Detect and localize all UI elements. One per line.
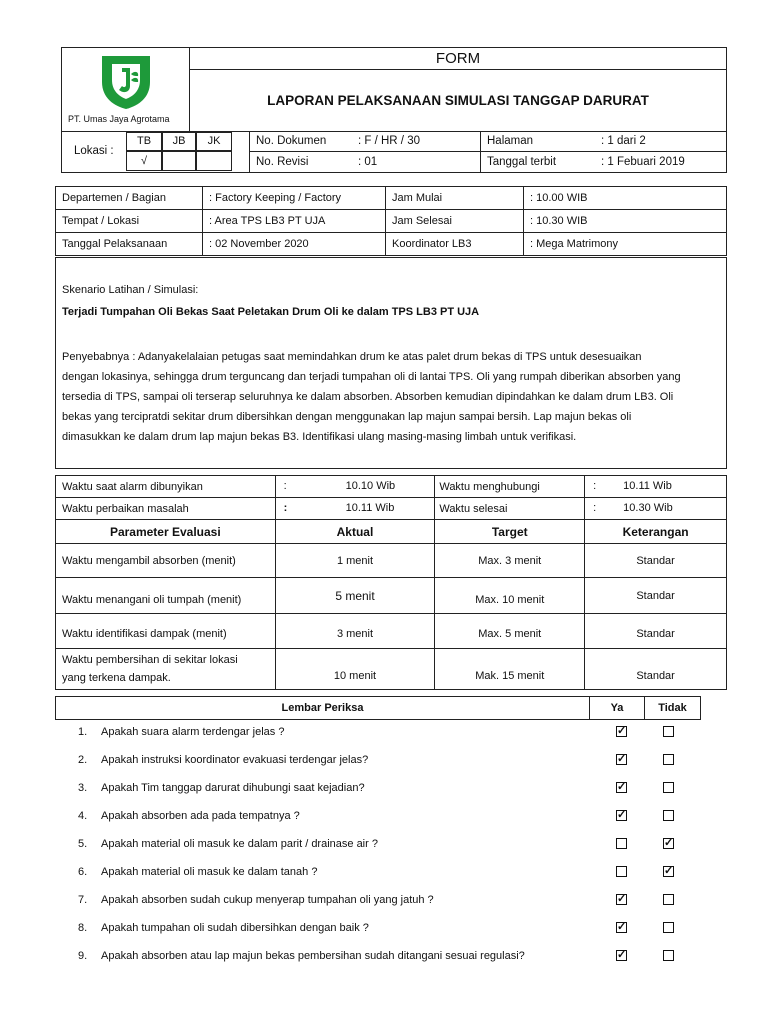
lokasi-option-jb: JB [162, 132, 196, 151]
no-revisi-cell [250, 152, 481, 172]
doc-meta [249, 132, 726, 172]
departemen-value: : Factory Keeping / Factory [203, 187, 386, 210]
hubungi-cell [585, 476, 727, 498]
evaluation-row [56, 614, 727, 649]
tanggal-label: Tanggal Pelaksanaan [56, 233, 203, 256]
no-revisi-label: No. Revisi [256, 156, 309, 168]
header-parameter: Parameter Evaluasi [56, 520, 276, 544]
perbaikan-colon: : [283, 502, 288, 514]
checkbox-tidak[interactable] [663, 754, 674, 765]
jam-mulai-label: Jam Mulai [386, 187, 524, 210]
checkbox-ya[interactable]: ✓ [617, 893, 627, 905]
eval-aktual: 5 menit [275, 578, 435, 614]
checkbox-ya[interactable]: ✓ [617, 781, 627, 793]
form-header [61, 47, 727, 173]
checkbox-tidak[interactable] [663, 950, 674, 961]
eval-target: Mak. 15 menit [435, 649, 585, 690]
alarm-label: Waktu saat alarm dibunyikan [56, 476, 276, 498]
eval-param-line: yang terkena dampak. [62, 672, 171, 684]
checklist-question: Apakah absorben ada pada tempatnya ? [101, 810, 300, 822]
eval-param [56, 649, 276, 690]
checklist-item [0, 864, 768, 884]
checkbox-ya[interactable] [616, 838, 627, 849]
company-logo-icon [98, 52, 154, 110]
checkbox-tidak[interactable] [663, 810, 674, 821]
checklist-item [0, 948, 768, 968]
scenario-title: Terjadi Tumpahan Oli Bekas Saat Peletakan Drum Oli ke dalam TPS LB3 PT UJA [62, 306, 480, 318]
koordinator-value: : Mega Matrimony [524, 233, 727, 256]
checklist-item [0, 920, 768, 940]
eval-keterangan: Standar [585, 649, 727, 690]
checklist-title: Lembar Periksa [56, 697, 590, 720]
checklist-number: 1. [78, 726, 88, 738]
checklist-question: Apakah suara alarm terdengar jelas ? [101, 726, 285, 738]
cause-line: tersedia di TPS, sampai oli terserap seluruhnya ke dalam absorben. Absorben kemudian dipindahkan ke dalam drum LB3. Oli [62, 391, 674, 403]
selesai-colon: : [593, 502, 597, 514]
eval-aktual: 10 menit [275, 649, 435, 690]
checklist-question: Apakah material oli masuk ke dalam tanah ? [101, 866, 318, 878]
eval-keterangan: Standar [585, 578, 727, 614]
tempat-value: : Area TPS LB3 PT UJA [203, 210, 386, 233]
evaluation-row [56, 649, 727, 690]
info-row [56, 233, 727, 256]
cause-line: Penyebabnya : Adanyakelalaian petugas saat memindahkan drum ke atas palet drum bekas di TPS untuk desesuaikan [62, 351, 642, 363]
eval-target: Max. 3 menit [435, 544, 585, 578]
alarm-value: 10.10 Wib [345, 480, 396, 492]
report-title: LAPORAN PELAKSANAAN SIMULASI TANGGAP DARURAT [267, 93, 649, 108]
halaman-label: Halaman [487, 135, 534, 147]
selesai-cell [585, 498, 727, 520]
tanggal-value: : 02 November 2020 [203, 233, 386, 256]
lokasi-check-jb [162, 151, 196, 171]
evaluation-row [56, 544, 727, 578]
eval-keterangan: Standar [585, 544, 727, 578]
checkbox-tidak[interactable] [663, 782, 674, 793]
tempat-label: Tempat / Lokasi [56, 210, 203, 233]
evaluation-header-row [56, 520, 727, 544]
departemen-label: Departemen / Bagian [56, 187, 203, 210]
checklist-ya-header: Ya [590, 697, 645, 720]
checklist-question: Apakah absorben sudah cukup menyerap tumpahan oli yang jatuh ? [101, 894, 434, 906]
checkbox-tidak[interactable] [663, 894, 674, 905]
header-target: Target [435, 520, 585, 544]
checkbox-ya[interactable]: ✓ [617, 753, 627, 765]
checkbox-ya[interactable]: ✓ [617, 809, 627, 821]
eval-param: Waktu mengambil absorben (menit) [56, 544, 276, 578]
checklist-number: 6. [78, 866, 88, 878]
halaman-cell [481, 132, 727, 152]
company-name: PT. Umas Jaya Agrotama [68, 114, 170, 124]
no-revisi-value: : 01 [358, 156, 378, 168]
tanggal-terbit-value: : 1 Febuari 2019 [601, 156, 685, 168]
info-row [56, 210, 727, 233]
checklist-question: Apakah Tim tanggap darurat dihubungi saat kejadian? [101, 782, 365, 794]
checklist-tidak-header: Tidak [645, 697, 701, 720]
checklist-question: Apakah absorben atau lap majun bekas pembersihan sudah ditangani sesuai regulasi? [101, 950, 525, 962]
hubungi-colon: : [593, 480, 597, 492]
perbaikan-label: Waktu perbaikan masalah [56, 498, 276, 520]
checklist-question: Apakah material oli masuk ke dalam parit / drainase air ? [101, 838, 378, 850]
checklist-item [0, 724, 768, 744]
selesai-value: 10.30 Wib [623, 502, 673, 514]
lokasi-label: Lokasi : [74, 145, 114, 157]
checklist-item [0, 808, 768, 828]
checkbox-tidak[interactable]: ✓ [664, 865, 674, 877]
perbaikan-value: 10.11 Wib [345, 502, 395, 514]
eval-keterangan: Standar [585, 614, 727, 649]
jam-selesai-label: Jam Selesai [386, 210, 524, 233]
jam-selesai-value: : 10.30 WIB [524, 210, 727, 233]
time-row [56, 498, 727, 520]
tanggal-terbit-label: Tanggal terbit [487, 156, 557, 168]
checkbox-ya[interactable]: ✓ [617, 921, 627, 933]
time-row [56, 476, 727, 498]
lokasi-check-tb: √ [126, 151, 162, 171]
scenario-label: Skenario Latihan / Simulasi: [62, 284, 199, 296]
checkbox-tidak[interactable]: ✓ [664, 837, 674, 849]
checklist-header-row [56, 697, 701, 720]
checklist-number: 7. [78, 894, 88, 906]
eval-target: Max. 5 menit [435, 614, 585, 649]
checklist-item [0, 752, 768, 772]
cause-line: bekas yang tercipratdi sekitar drum dibersihkan dengan menggunakan lap majun sampai bersih. Lap majun bekas oli [62, 411, 632, 423]
scenario-cause [62, 347, 722, 447]
tanggal-terbit-cell [481, 152, 727, 172]
lokasi-option-tb: TB [126, 132, 162, 151]
checklist-number: 8. [78, 922, 88, 934]
perbaikan-cell [275, 498, 435, 520]
scenario-box [55, 257, 727, 469]
checklist-item [0, 780, 768, 800]
alarm-colon: : [283, 480, 287, 492]
alarm-cell [275, 476, 435, 498]
header-aktual: Aktual [275, 520, 435, 544]
checklist-item [0, 892, 768, 912]
checkbox-tidak[interactable] [663, 922, 674, 933]
checklist-number: 9. [78, 950, 88, 962]
checklist-item [0, 836, 768, 856]
checkbox-ya[interactable]: ✓ [617, 725, 627, 737]
eval-aktual: 1 menit [275, 544, 435, 578]
info-table [55, 186, 727, 256]
evaluation-row [56, 578, 727, 614]
checklist-number: 3. [78, 782, 88, 794]
cause-line: dengan lokasinya, sehingga drum terguncang dan terjadi tumpahan oli di lantai TPS. Oli yang rumpah diberikan absorben yang [62, 371, 681, 383]
form-label: FORM [190, 48, 726, 70]
no-dokumen-value: : F / HR / 30 [358, 135, 420, 147]
checklist-number: 5. [78, 838, 88, 850]
selesai-label: Waktu selesai [435, 498, 585, 520]
eval-param: Waktu menangani oli tumpah (menit) [56, 578, 276, 614]
lokasi-check-jk [196, 151, 232, 171]
eval-aktual: 3 menit [275, 614, 435, 649]
hubungi-value: 10.11 Wib [623, 480, 672, 492]
checklist-number: 4. [78, 810, 88, 822]
logo-cell [62, 48, 190, 131]
evaluation-table [55, 475, 727, 690]
checklist-question: Apakah instruksi koordinator evakuasi terdengar jelas? [101, 754, 369, 766]
checkbox-ya[interactable]: ✓ [617, 949, 627, 961]
koordinator-label: Koordinator LB3 [386, 233, 524, 256]
checkbox-tidak[interactable] [663, 726, 674, 737]
cause-line: dimasukkan ke dalam drum lap majun bekas B3. Identifikasi ulang masing-masing limbah untuk verifikasi. [62, 431, 577, 443]
checkbox-ya[interactable] [616, 866, 627, 877]
no-dokumen-cell [250, 132, 481, 152]
eval-param-line: Waktu pembersihan di sekitar lokasi [62, 654, 238, 666]
checklist-header [55, 696, 701, 720]
header-meta-row [62, 131, 726, 172]
hubungi-label: Waktu menghubungi [435, 476, 585, 498]
eval-param: Waktu identifikasi dampak (menit) [56, 614, 276, 649]
checklist-question: Apakah tumpahan oli sudah dibersihkan dengan baik ? [101, 922, 369, 934]
jam-mulai-value: : 10.00 WIB [524, 187, 727, 210]
eval-target: Max. 10 menit [435, 578, 585, 614]
lokasi-option-jk: JK [196, 132, 232, 151]
no-dokumen-label: No. Dokumen [256, 135, 327, 147]
halaman-value: : 1 dari 2 [601, 135, 646, 147]
checklist-number: 2. [78, 754, 88, 766]
info-row [56, 187, 727, 210]
header-keterangan: Keterangan [585, 520, 727, 544]
